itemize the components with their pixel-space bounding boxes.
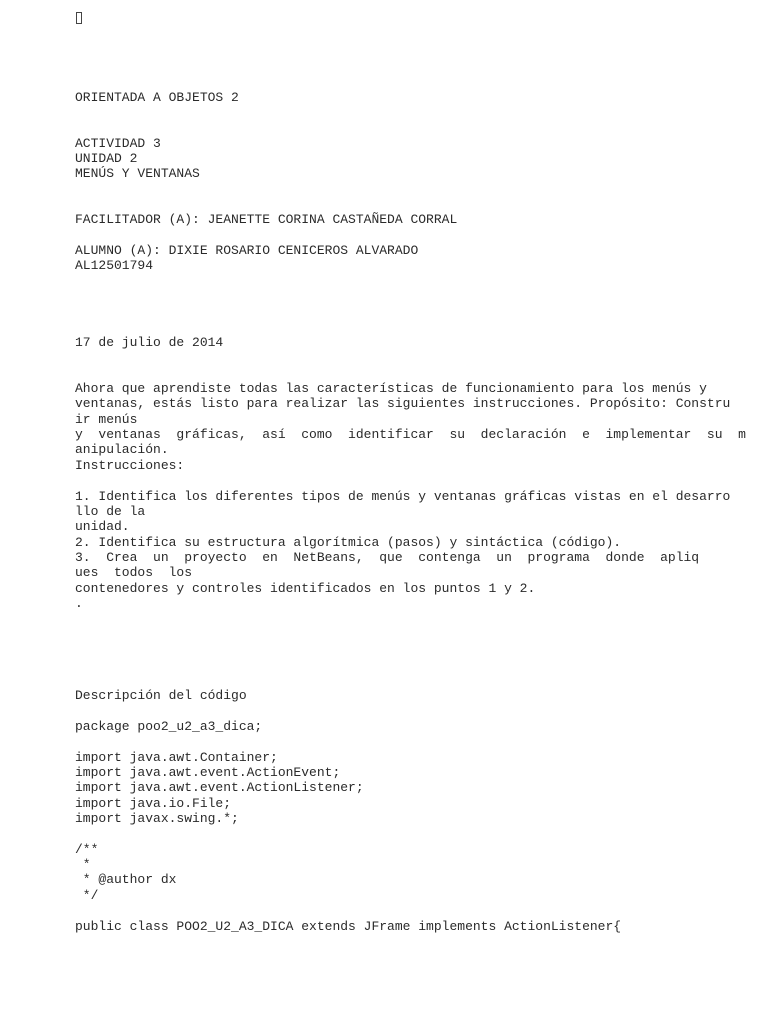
instruction-item: contenedores y controles identificados en los puntos 1 y 2. — [75, 581, 536, 596]
activity-number: ACTIVIDAD 3 — [75, 136, 161, 151]
intro-line: y ventanas gráficas, así como identificar su declaración e implementar su m — [75, 427, 746, 442]
instruction-item: 3. Crea un proyecto en NetBeans, que contenga un programa donde apliq — [75, 550, 700, 565]
instruction-item: unidad. — [75, 519, 130, 534]
code-heading: Descripción del código — [75, 688, 247, 703]
instruction-item: . — [75, 596, 83, 611]
code-line: public class POO2_U2_A3_DICA extends JFrame implements ActionListener{ — [75, 919, 622, 934]
code-line: import java.awt.event.ActionEvent; — [75, 765, 341, 780]
instruction-item: llo de la — [75, 504, 146, 519]
code-line: import java.awt.Container; — [75, 750, 278, 765]
code-line: package poo2_u2_a3_dica; — [75, 719, 263, 734]
course-title: ORIENTADA A OBJETOS 2 — [75, 90, 239, 105]
code-line: /** — [75, 842, 99, 857]
instruction-item: 2. Identifica su estructura algorítmica (pasos) y sintáctica (código). — [75, 535, 622, 550]
code-line: import javax.swing.*; — [75, 811, 239, 826]
activity-topic: MENÚS Y VENTANAS — [75, 166, 200, 181]
intro-line: anipulación. — [75, 442, 169, 457]
instructions-label: Instrucciones: — [75, 458, 185, 473]
student-name: ALUMNO (A): DIXIE ROSARIO CENICEROS ALVARADO — [75, 243, 419, 258]
unit-number: UNIDAD 2 — [75, 151, 138, 166]
instruction-item: ues todos los — [75, 565, 193, 580]
code-line: * — [75, 857, 91, 872]
code-line: * @author dx — [75, 872, 177, 887]
facilitator-name: FACILITADOR (A): JEANETTE CORINA CASTAÑEDA CORRAL — [75, 212, 458, 227]
intro-line: Ahora que aprendiste todas las características de funcionamiento para los menús y — [75, 381, 707, 396]
student-id: AL12501794 — [75, 258, 154, 273]
intro-line: ventanas, estás listo para realizar las siguientes instrucciones. Propósito: Constru — [75, 396, 731, 411]
intro-line: ir menús — [75, 412, 138, 427]
document-date: 17 de julio de 2014 — [75, 335, 224, 350]
missing-glyph-icon — [76, 12, 82, 24]
instruction-item: 1. Identifica los diferentes tipos de menús y ventanas gráficas vistas en el desarro — [75, 489, 731, 504]
code-line: import java.awt.event.ActionListener; — [75, 780, 364, 795]
code-line: import java.io.File; — [75, 796, 232, 811]
code-line: */ — [75, 888, 99, 903]
